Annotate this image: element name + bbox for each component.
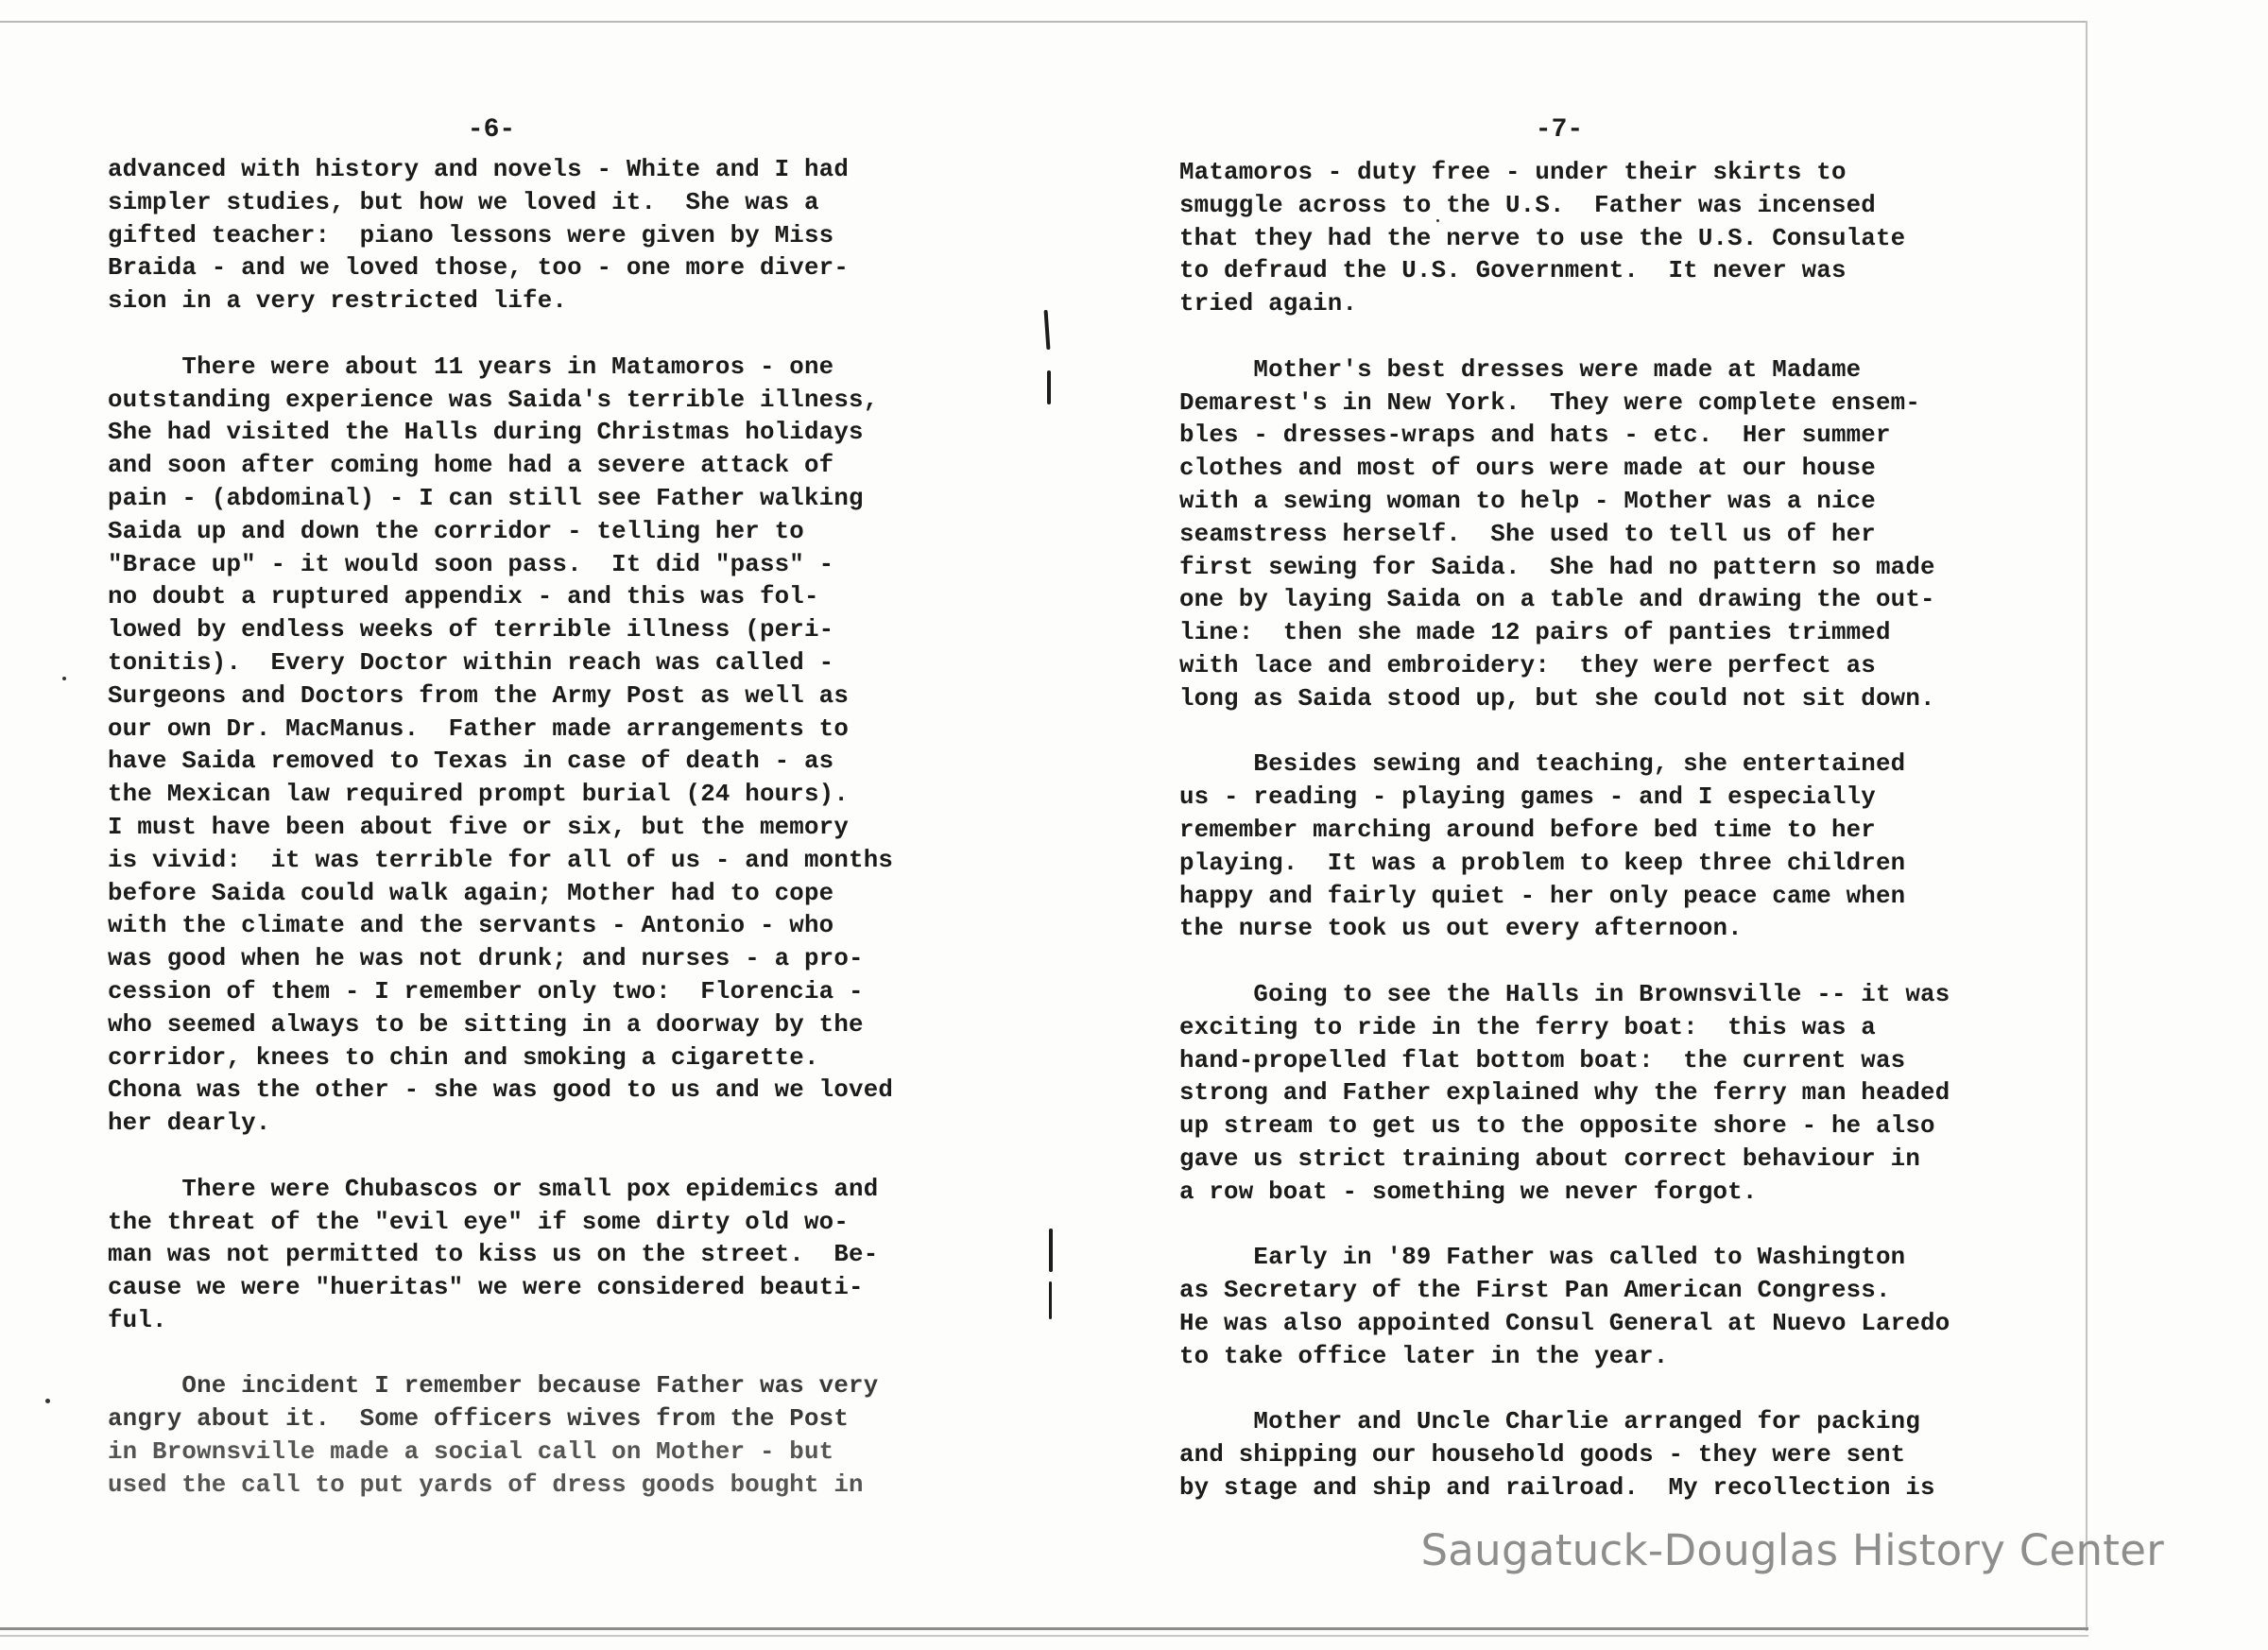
text-line: Besides sewing and teaching, she entertained	[1179, 750, 1906, 779]
text-line: She had visited the Halls during Christmas holidays	[108, 419, 864, 447]
text-line: clothes and most of ours were made at our house	[1179, 455, 1876, 483]
paper-speck	[45, 1399, 50, 1403]
text-line: strong and Father explained why the ferry man headed	[1179, 1079, 1950, 1108]
watermark: Saugatuck-Douglas History Center	[1420, 1525, 2164, 1575]
binding-mark-lower	[1049, 1229, 1053, 1272]
text-line: advanced with history and novels - White and I had	[108, 156, 850, 183]
paragraph	[108, 154, 996, 318]
binding-mark-upper	[1044, 310, 1051, 350]
text-line: Braida - and we loved those, too - one more diver-	[108, 254, 850, 283]
text-line: Saida up and down the corridor - telling her to	[108, 517, 804, 545]
text-line: "Brace up" - it would soon pass. It did "pass" -	[108, 550, 834, 578]
text-line: I must have been about five or six, but the memory	[108, 813, 850, 841]
text-line: Early in '89 Father was called to Washington	[1179, 1244, 1906, 1272]
paragraph	[1179, 979, 2068, 1210]
text-line: ful.	[108, 1306, 167, 1334]
text-line: and shipping our household goods - they were sent	[1179, 1441, 1906, 1470]
text-line: angry about it. Some officers wives from the Post	[108, 1405, 850, 1434]
text-line: line: then she made 12 pairs of panties trimmed	[1179, 619, 1891, 647]
text-line: by stage and ship and railroad. My recollection is	[1179, 1473, 1935, 1502]
paragraph	[1179, 1242, 2068, 1373]
text-line: cession of them - I remember only two: Florencia -	[108, 977, 864, 1005]
text-line: simpler studies, but how we loved it. She was a	[108, 188, 819, 216]
text-line: her dearly.	[108, 1109, 271, 1138]
text-line: was good when he was not drunk; and nurses - a pro-	[108, 945, 864, 973]
text-line: long as Saida stood up, but she could not sit down.	[1179, 684, 1935, 713]
text-line: that they had the nerve to use the U.S. Consulate	[1179, 224, 1906, 252]
text-line: lowed by endless weeks of terrible illness (peri-	[108, 616, 834, 645]
paragraph	[108, 1370, 996, 1502]
text-line: have Saida removed to Texas in case of death - as	[108, 748, 834, 776]
text-line: to defraud the U.S. Government. It never was	[1179, 257, 1847, 285]
text-line: One incident I remember because Father was very	[108, 1372, 879, 1401]
text-line: is vivid: it was terrible for all of us - and months	[108, 846, 894, 874]
paragraph	[108, 352, 996, 1141]
page-number-right: -7-	[1535, 115, 1584, 145]
left-page-text	[108, 154, 996, 1535]
paragraph	[1179, 157, 2068, 321]
text-line: up stream to get us to the opposite shore - he also	[1179, 1112, 1935, 1141]
text-line: in Brownsville made a social call on Mother - but	[108, 1438, 834, 1467]
text-line: to take office later in the year.	[1179, 1342, 1669, 1370]
text-line: tonitis). Every Doctor within reach was called -	[108, 648, 834, 677]
paragraph	[1179, 354, 2068, 716]
text-line: who seemed always to be sitting in a doorway by the	[108, 1010, 864, 1039]
text-line: a row boat - something we never forgot.	[1179, 1177, 1758, 1206]
right-page-text	[1179, 157, 2068, 1538]
page-number-left: -6-	[467, 115, 516, 145]
text-line: no doubt a ruptured appendix - and this was fol-	[108, 583, 819, 611]
text-line: with the climate and the servants - Antonio - who	[108, 912, 834, 940]
text-line: Going to see the Halls in Brownsville -- it was	[1179, 980, 1950, 1008]
text-line: the threat of the "evil eye" if some dirty old wo-	[108, 1208, 850, 1236]
text-line: outstanding experience was Saida's terrible illness,	[108, 386, 879, 414]
text-line: the nurse took us out every afternoon.	[1179, 915, 1743, 943]
bottom-edge-line-inner	[0, 1635, 2088, 1637]
binding-mark-upper-2	[1047, 370, 1051, 404]
text-line: cause we were "hueritas" we were considered beauti-	[108, 1274, 864, 1302]
top-edge-line	[0, 21, 2087, 23]
text-line: Matamoros - duty free - under their skirts to	[1179, 159, 1847, 186]
text-line: He was also appointed Consul General at Nuevo Laredo	[1179, 1309, 1950, 1337]
text-line: used the call to put yards of dress goods bought in	[108, 1470, 864, 1499]
text-line: remember marching around before bed time to her	[1179, 816, 1876, 844]
text-line: man was not permitted to kiss us on the street. Be-	[108, 1241, 879, 1269]
text-line: pain - (abdominal) - I can still see Father walking	[108, 484, 864, 512]
text-line: first sewing for Saida. She had no pattern so made	[1179, 553, 1935, 581]
paper-speck	[62, 677, 66, 680]
text-line: happy and fairly quiet - her only peace came when	[1179, 882, 1906, 910]
text-line: with a sewing woman to help - Mother was a nice	[1179, 487, 1876, 515]
paragraph	[1179, 748, 2068, 946]
text-line: Mother and Uncle Charlie arranged for packing	[1179, 1408, 1921, 1436]
text-line: Chona was the other - she was good to us and we loved	[108, 1076, 894, 1105]
paragraph	[1179, 1406, 2068, 1504]
text-line: the Mexican law required prompt burial (24 hours).	[108, 781, 850, 809]
text-line: gifted teacher: piano lessons were given by Miss	[108, 221, 834, 249]
binding-mark-lower-2	[1049, 1281, 1052, 1319]
text-line: Demarest's in New York. They were complete ensem-	[1179, 388, 1921, 417]
text-line: as Secretary of the First Pan American Congress.	[1179, 1277, 1891, 1305]
right-edge-line	[2086, 21, 2088, 1631]
text-line: one by laying Saida on a table and drawing the out-	[1179, 586, 1935, 614]
text-line: exciting to ride in the ferry boat: this was a	[1179, 1013, 1876, 1041]
text-line: us - reading - playing games - and I especially	[1179, 783, 1876, 812]
bottom-edge-line	[0, 1627, 2088, 1630]
text-line: gave us strict training about correct behaviour in	[1179, 1144, 1921, 1173]
text-line: tried again.	[1179, 290, 1358, 318]
text-line: before Saida could walk again; Mother had to cope	[108, 879, 834, 907]
text-line: playing. It was a problem to keep three children	[1179, 849, 1906, 877]
text-line: smuggle across to the U.S. Father was incensed	[1179, 191, 1876, 219]
text-line: Mother's best dresses were made at Madame	[1179, 355, 1862, 384]
text-line: bles - dresses-wraps and hats - etc. Her summer	[1179, 421, 1891, 450]
text-line: sion in a very restricted life.	[108, 287, 568, 316]
paragraph	[108, 1174, 996, 1338]
text-line: with lace and embroidery: they were perfect as	[1179, 651, 1876, 679]
text-line: corridor, knees to chin and smoking a cigarette.	[108, 1043, 819, 1072]
text-line: hand-propelled flat bottom boat: the current was	[1179, 1046, 1906, 1074]
text-line: our own Dr. MacManus. Father made arrangements to	[108, 714, 850, 743]
text-line: There were Chubascos or small pox epidemics and	[108, 1175, 879, 1203]
text-line: There were about 11 years in Matamoros - one	[108, 352, 834, 381]
text-line: and soon after coming home had a severe attack of	[108, 452, 834, 480]
text-line: seamstress herself. She used to tell us of her	[1179, 520, 1876, 548]
text-line: Surgeons and Doctors from the Army Post as well as	[108, 681, 850, 710]
